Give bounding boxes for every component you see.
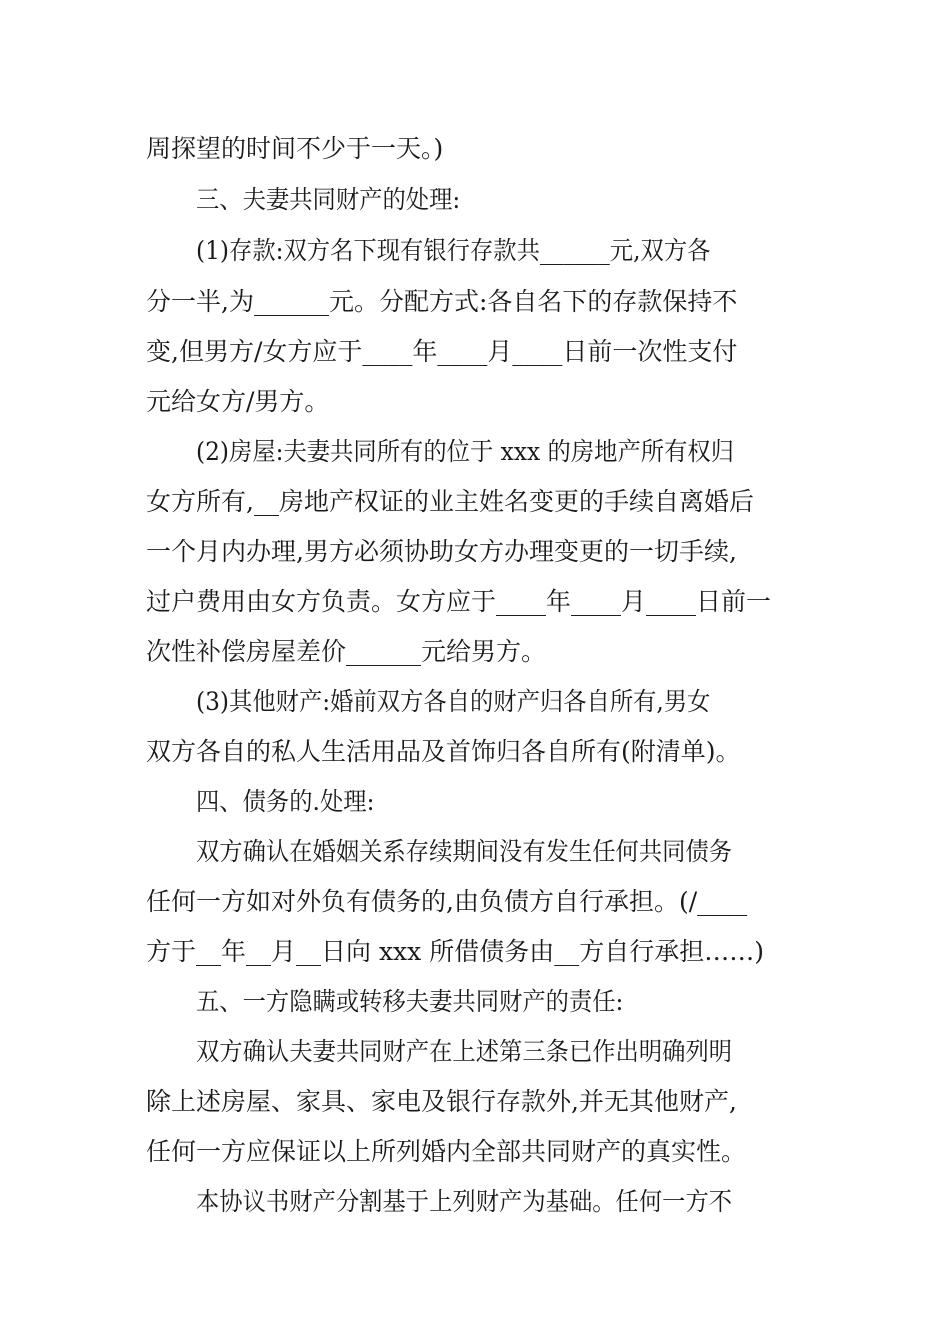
text-line: 本协议书财产分割基于上列财产为基础。任何一方不 bbox=[196, 1187, 733, 1216]
text-line: 双方各自的私人生活用品及首饰归各自所有(附清单)。 bbox=[146, 737, 741, 766]
text-line: (2)房屋:夫妻共同所有的位于 xxx 的房地产所有权归 bbox=[196, 437, 734, 466]
section-heading-concealment: 五、一方隐瞒或转移夫妻共同财产的责任: bbox=[196, 987, 624, 1016]
text-line: 周探望的时间不少于一天。) bbox=[146, 134, 444, 163]
text-line: 女方所有,__房地产权证的业主姓名变更的手续自离婚后 bbox=[146, 487, 754, 516]
text-line: 变,但男方/女方应于____年____月____日前一次性支付 bbox=[146, 337, 738, 366]
section-heading-debts: 四、债务的.处理: bbox=[196, 787, 375, 816]
text-line: 分一半,为______元。分配方式:各自名下的存款保持不 bbox=[146, 287, 738, 316]
text-line: 一个月内办理,男方必须协助女方办理变更的一切手续, bbox=[146, 537, 737, 566]
text-line: 次性补偿房屋差价______元给男方。 bbox=[146, 637, 547, 666]
text-line: (1)存款:双方名下现有银行存款共______元,双方各 bbox=[196, 236, 711, 265]
text-line: 方于__年__月__日向 xxx 所借债务由__方自行承担……) bbox=[146, 937, 764, 966]
text-line: 任何一方应保证以上所列婚内全部共同财产的真实性。 bbox=[146, 1137, 747, 1166]
text-line: 除上述房屋、家具、家电及银行存款外,并无其他财产, bbox=[146, 1087, 737, 1116]
text-line: 双方确认在婚姻关系存续期间没有发生任何共同债务 bbox=[196, 837, 733, 866]
text-line: (3)其他财产:婚前双方各自的财产归各自所有,男女 bbox=[196, 687, 711, 716]
text-line: 元给女方/男方。 bbox=[146, 387, 330, 416]
text-line: 双方确认夫妻共同财产在上述第三条已作出明确列明 bbox=[196, 1037, 733, 1066]
text-line: 过户费用由女方负责。女方应于____年____月____日前一 bbox=[146, 587, 772, 616]
text-line: 任何一方如对外负有债务的,由负债方自行承担。(/____ bbox=[146, 887, 748, 916]
section-heading-property: 三、夫妻共同财产的处理: bbox=[196, 185, 461, 214]
